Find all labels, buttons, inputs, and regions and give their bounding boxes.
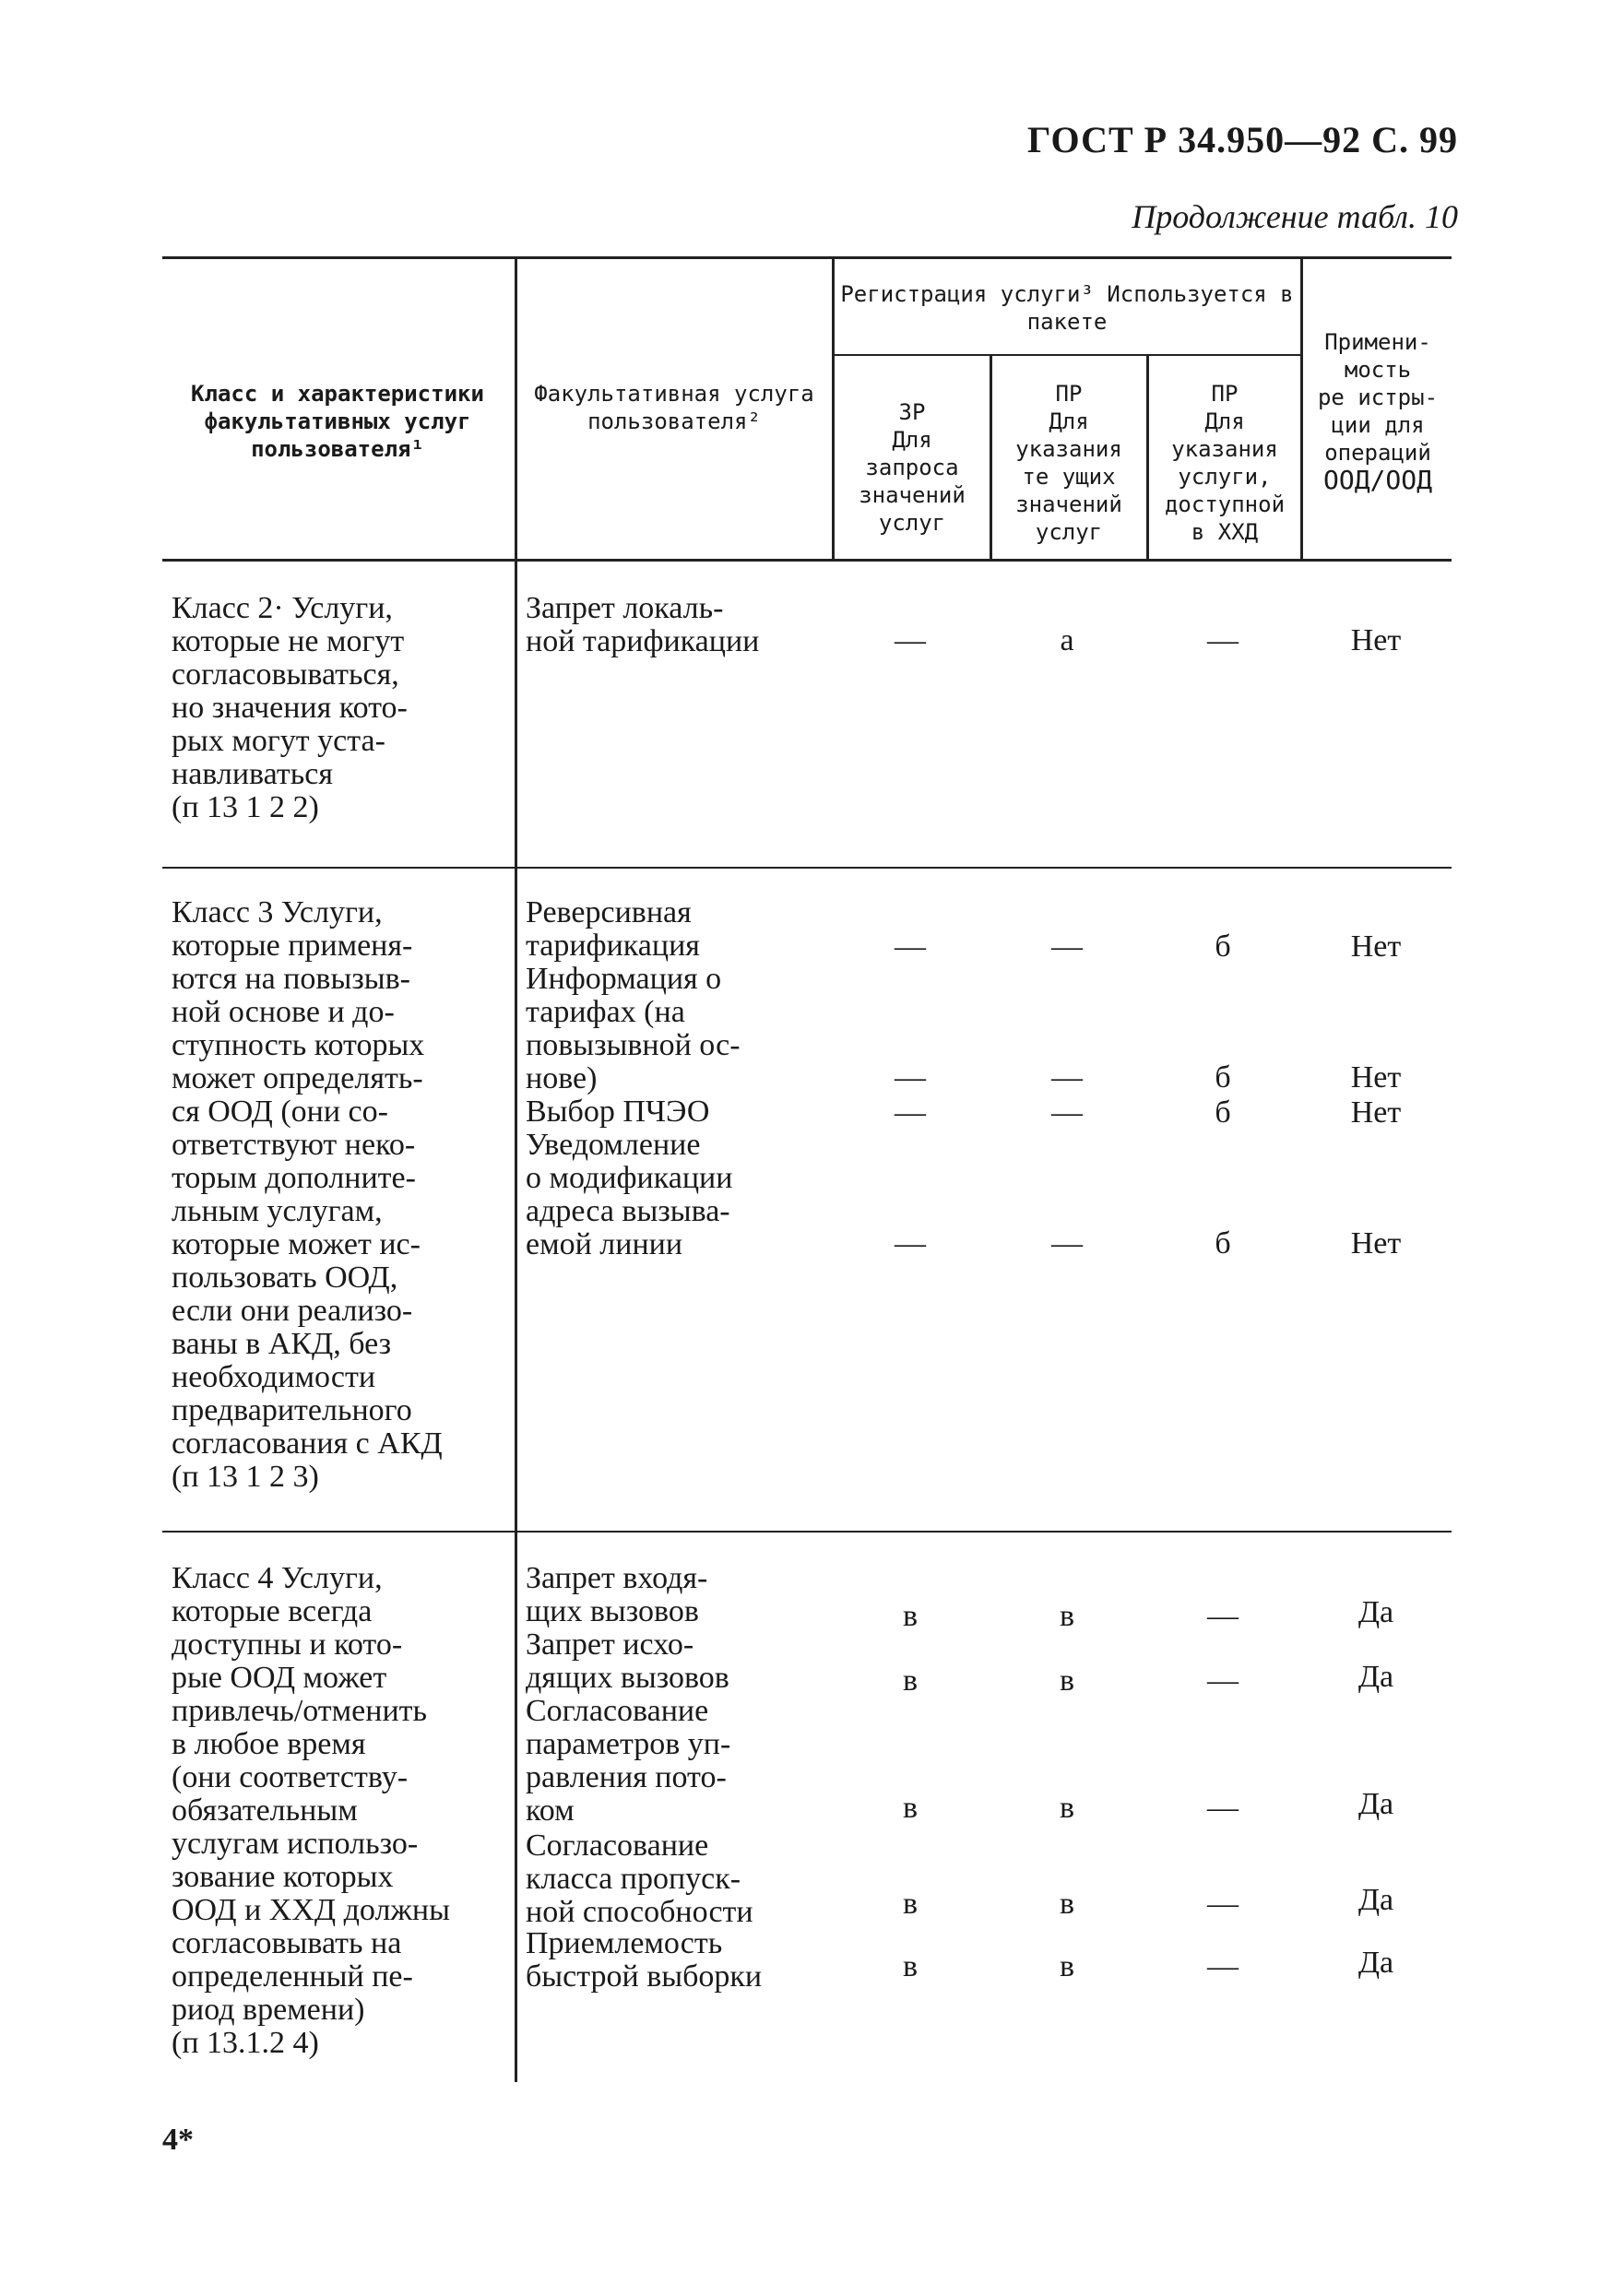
pr-current-value: — (1051, 929, 1083, 964)
pr-available-value: — (1207, 1663, 1239, 1698)
applicability-value: Да (1357, 1595, 1394, 1629)
table-continuation-label: Продолжение табл. 10 (1132, 198, 1458, 235)
zr-value: — (895, 1060, 926, 1095)
col-header-zr: ЗР Для запроса значений услуг (859, 399, 966, 536)
service-name: Приемлемость быстрой выборки (526, 1926, 763, 1994)
applicability-value: Нет (1350, 1226, 1402, 1260)
col-header-pr-available: ПР Для указания услуги, доступной в ХХД (1164, 381, 1286, 545)
zr-value: — (895, 623, 926, 657)
zr-value: в (902, 1663, 919, 1698)
applicability-value: Да (1357, 1787, 1394, 1821)
zr-value: — (895, 1226, 926, 1260)
service-name: Запрет исхо- дящих вызовов (526, 1627, 729, 1695)
applicability-value: Нет (1350, 1095, 1402, 1130)
pr-available-value: — (1207, 1791, 1239, 1825)
zr-value: — (895, 1095, 926, 1130)
page-signature-mark: 4* (162, 2123, 194, 2157)
pr-current-value: в (1059, 1887, 1075, 1921)
pr-current-value: — (1051, 1095, 1083, 1130)
service-name: Запрет входя- щих вызовов (526, 1561, 708, 1628)
pr-current-value: — (1051, 1226, 1083, 1260)
pr-current-value: в (1059, 1791, 1075, 1825)
applicability-value: Нет (1350, 929, 1402, 964)
pr-available-value: — (1207, 1949, 1239, 1983)
pr-current-value: а (1060, 623, 1074, 657)
row-class-3-description: Класс 3 Услуги, которые применя- ются на повызыв- ной основе и до- ступность которых может определять- ся ООД (они со- ответствуют неко- торым дополните- льным услугам, которые может ис- пользовать ООД, если они реализо- ваны в АКД, без необходимости предварительного согласования с АКД (п 13 1 2 3) (172, 895, 443, 1494)
applicability-value: Нет (1350, 623, 1402, 657)
document-title: ГОСТ Р 34.950—92 С. 99 (1027, 119, 1458, 160)
row-class-4-description: Класс 4 Услуги, которые всегда доступны и кото- рые ООД может привлечь/отменить в любое время (они соответству- обязательным услугам использо- зование которых ООД и ХХД должны согласовывать на определенный пе- риод времени) (п 13.1.2 4) (172, 1561, 450, 2060)
col-header-class: Класс и характеристики факультативных услуг пользователя¹ (191, 381, 484, 462)
pr-current-value: — (1051, 1060, 1083, 1095)
zr-value: в (902, 1791, 919, 1825)
pr-available-value: — (1207, 1887, 1239, 1921)
col-header-service: Факультативная услуга пользователя² (534, 381, 814, 434)
service-name: Реверсивная тарификация (526, 895, 700, 963)
service-name: Информация о тарифах (на повызывной ос- нове) (526, 962, 741, 1095)
zr-value: — (895, 929, 926, 964)
pr-available-value: б (1215, 1095, 1231, 1130)
zr-value: в (902, 1599, 919, 1633)
service-name: Согласование параметров уп- равления пото- ком (526, 1694, 731, 1828)
pr-current-value: в (1059, 1663, 1075, 1698)
applicability-value: Да (1357, 1883, 1394, 1917)
row-class-2-description: Класс 2· Услуги, которые не могут согласовываться, но значения кото- рых могут уста- навливаться (п 13 1 2 2) (172, 591, 408, 824)
pr-available-value: б (1215, 929, 1231, 964)
service-name: Выбор ПЧЭО (526, 1095, 710, 1129)
applicability-value: Нет (1350, 1060, 1402, 1095)
pr-available-value: — (1207, 623, 1239, 657)
pr-available-value: — (1207, 1599, 1239, 1633)
service-name: Согласование класса пропуск- ной способности (526, 1829, 753, 1929)
pr-available-value: б (1215, 1226, 1231, 1260)
col-header-registration: Регистрация услуги³ Используется в пакете (840, 281, 1294, 335)
col-header-pr-current: ПР Для указания те ущих значений услуг (1015, 381, 1122, 545)
applicability-value: Да (1357, 1946, 1394, 1980)
zr-value: в (902, 1887, 919, 1921)
pr-available-value: б (1215, 1060, 1231, 1095)
pr-current-value: в (1059, 1949, 1075, 1983)
col-header-applicability: Примени- мость ре истры- ции для операций ООД/ООД (1317, 329, 1439, 495)
zr-value: в (902, 1949, 919, 1983)
service-name: Уведомление о модификации адреса вызыва- емой линии (526, 1128, 733, 1261)
applicability-value: Да (1357, 1660, 1394, 1694)
pr-current-value: в (1059, 1599, 1075, 1633)
service-name: Запрет локаль- ной тарификации (526, 591, 760, 658)
